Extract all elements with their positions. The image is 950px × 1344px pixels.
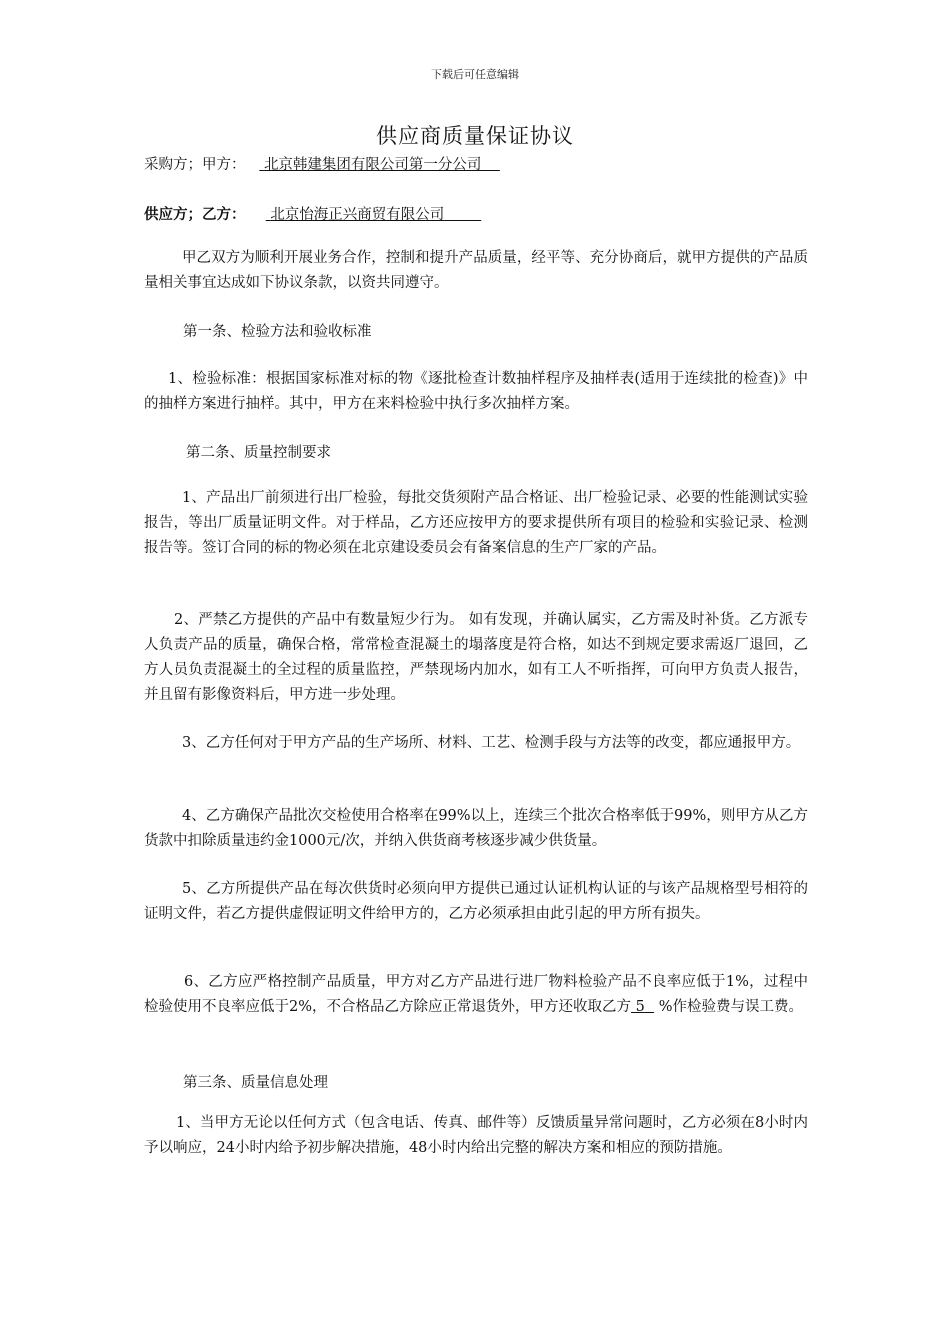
buyer-line xyxy=(144,153,500,174)
supplier-line xyxy=(144,203,481,224)
document-title: 供应商质量保证协议 xyxy=(376,124,574,148)
article2-item-1: 1、产品出厂前须进行出厂检验，每批交货须附产品合格证、出厂检验记录、必要的性能测试实验报告，等出厂质量证明文件。对于样品，乙方还应按甲方的要求提供所有项目的检验和实验记录、检测报告等。签订合同的标的物必须在北京建设委员会有备案信息的生产厂家的产品。 xyxy=(144,490,808,556)
buyer-label: 采购方；甲方： xyxy=(144,157,246,173)
article2-item-3: 3、乙方任何对于甲方产品的生产场所、材料、工艺、检测手段与方法等的改变，都应通报甲方。 xyxy=(182,735,801,751)
inspection-fee-percent: 5 xyxy=(635,999,645,1015)
supplier-name: 北京怡海正兴商贸有限公司 xyxy=(270,207,445,223)
article1-item-1: 1、检验标准：根据国家标准对标的物《逐批检查计数抽样程序及抽样表(适用于连续批的检查)》中的抽样方案进行抽样。其中，甲方在来料检验中执行多次抽样方案。 xyxy=(144,371,808,412)
article2-item-6-text: 6、乙方应严格控制产品质量，甲方对乙方产品进行进厂物料检验产品不良率应低于1%，过程中检验使用不良率应低于2%，不合格品乙方除应正常退货外，甲方还收取乙方 xyxy=(144,974,808,1015)
article2-item-4: 4、乙方确保产品批次交检使用合格率在99%以上，连续三个批次合格率低于99%，则甲方从乙方货款中扣除质量违约金1000元/次，并纳入供货商考核逐步减少供货量。 xyxy=(144,808,808,849)
article1-heading: 第一条、检验方法和验收标准 xyxy=(183,324,372,340)
article2-item-5: 5、乙方所提供产品在每次供货时必须向甲方提供已通过认证机构认证的与该产品规格型号相符的证明文件，若乙方提供虚假证明文件给甲方的，乙方必须承担由此引起的甲方所有损失。 xyxy=(144,881,808,922)
article2-heading: 第二条、质量控制要求 xyxy=(186,445,331,461)
article3-heading: 第三条、质量信息处理 xyxy=(183,1075,328,1091)
article3-item-1: 1、当甲方无论以任何方式（包含电话、传真、邮件等）反馈质量异常问题时，乙方必须在8小时内予以响应，24小时内给予初步解决措施，48小时内给出完整的解决方案和相应的预防措施。 xyxy=(144,1115,808,1156)
article2-item-6 xyxy=(144,970,808,1020)
intro-paragraph: 甲乙双方为顺利开展业务合作，控制和提升产品质量，经平等、充分协商后，就甲方提供的产品质量相关事宜达成如下协议条款，以资共同遵守。 xyxy=(144,250,808,291)
article2-item-2: 2、严禁乙方提供的产品中有数量短少行为。 如有发现，并确认属实，乙方需及时补货。乙方派专人负责产品的质量，确保合格，常常检查混凝土的塌落度是符合格，如达不到规定要求需返厂退回，乙方人员负责混凝土的全过程的质量监控，严禁现场内加水，如有工人不听指挥，可向甲方负责人报告，并且留有影像资料后，甲方进一步处理。 xyxy=(144,612,808,703)
buyer-name: 北京韩建集团有限公司第一分公司 xyxy=(263,157,482,173)
header-note: 下载后可任意编辑 xyxy=(431,68,519,81)
article2-item-6-tail: %作检验费与误工费。 xyxy=(658,999,803,1015)
supplier-label: 供应方；乙方： xyxy=(144,206,246,223)
